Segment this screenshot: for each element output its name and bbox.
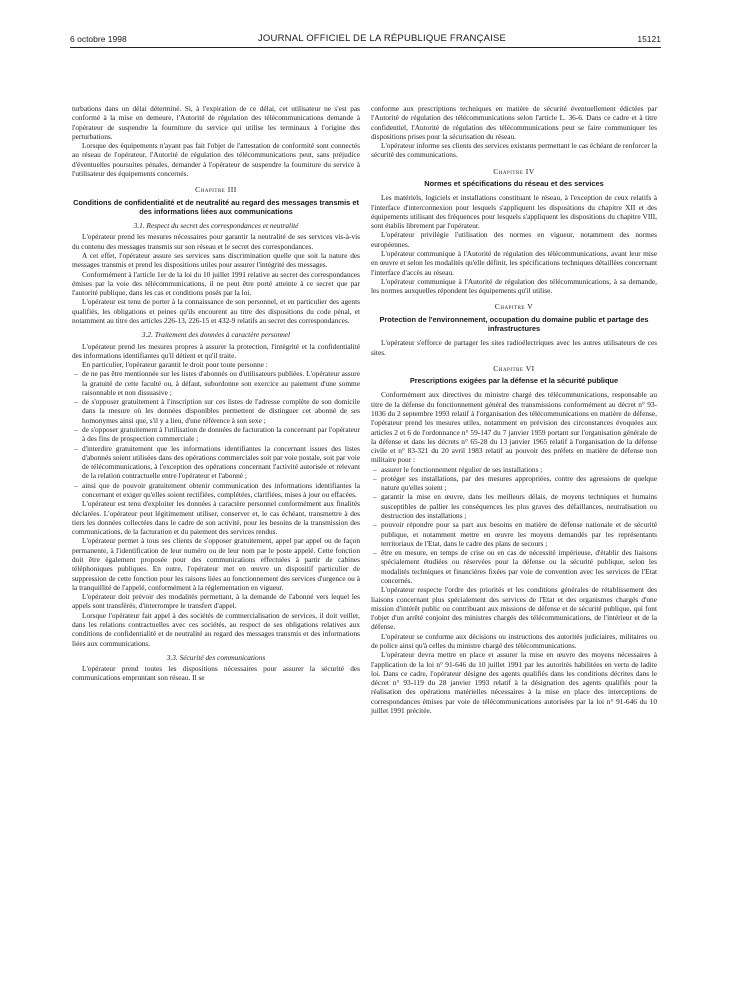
paragraph: L'opérateur prend toutes les dispositions nécessaires pour assurer la sécurité des communications empruntant son réseau. Il se	[72, 664, 360, 683]
chapter-title: Protection de l'environnement, occupation du domaine public et partage des infrastructures	[379, 314, 649, 333]
paragraph: Conformément à l'article 1er de la loi du 10 juillet 1991 relative au secret des correspondances émises par la voie des télécommunications, il ne peut être porté atteinte à ce secret que par l'autorité publique, dans les cas et conditions posés par la loi.	[72, 269, 360, 298]
left-column	[72, 104, 360, 683]
chapter-heading: Chapitre IV	[493, 166, 535, 176]
list-item: – de ne pas être mentionnée sur les listes d'abonnés ou d'utilisateurs publiées. L'opérateur assure la gratuité de cette faculté ou, à défaut, subordonne son exercice au paiement d'une somme raisonnable et non dissuasive ;	[82, 369, 360, 397]
list-item: – garantir la mise en œuvre, dans les meilleurs délais, de moyens techniques et humains susceptibles de pallier les conséquences les plus graves des défaillances, neutralisation ou destruction des installations ;	[381, 492, 657, 520]
right-column	[371, 104, 657, 715]
paragraph: L'opérateur communique à l'Autorité de régulation des télécommunications, avant leur mise en œuvre et selon les modalités qu'elle définit, les spécifications techniques détaillées concernant l'interface d'accès au réseau.	[371, 248, 657, 277]
paragraph: L'opérateur est tenu de porter à la connaissance de son personnel, et en particulier des agents qualifiés, les obligations et peines qu'ils encourent au titre des dispositions du code pénal, et notamment au titre des articles 226-13, 226-15 et 432-9 relatifs au secret des correspondances.	[72, 297, 360, 325]
chapter-heading: Chapitre VI	[493, 363, 535, 373]
chapter-title: Normes et spécifications du réseau et des services	[424, 178, 604, 188]
section-heading: 3.1. Respect du secret des correspondances et neutralité	[133, 221, 299, 231]
list-item: – de s'opposer gratuitement à l'utilisation de données de facturation la concernant par l'opérateur à des fins de prospection commerciale ;	[82, 425, 360, 444]
page-header	[70, 28, 661, 48]
list-item: – assurer le fonctionnement régulier de ses installations ;	[381, 465, 657, 474]
section-heading: 3.3. Sécurité des communications	[166, 652, 266, 662]
section-heading: 3.2. Traitement des données à caractère personnel	[141, 330, 291, 340]
rights-list	[72, 369, 360, 499]
paragraph: L'opérateur respecte l'ordre des priorités et les conditions générales de rétablissement des liaisons concernant plus spécialement des services de l'Etat et des organismes chargés d'une mission d'intérêt public ou contribuant aux missions de défense et de sécurité publique, qui font l'objet d'un arrêté conjoint des ministres chargés des télécommunications, de l'intérieur et de la défense.	[371, 585, 657, 632]
header-journal-title: JOURNAL OFFICIEL DE LA RÉPUBLIQUE FRANÇAISE	[257, 33, 507, 44]
header-page-number: 15121	[637, 34, 661, 44]
paragraph: Lorsque l'opérateur fait appel à des sociétés de commercialisation de services, il doit veiller, dans les relations contractuelles avec ces sociétés, au respect de ses obligations relatives aux conditions de confidentialité et de neutralité au regard des messages transmis et des informations liées aux communications.	[72, 610, 360, 648]
list-item: – d'interdire gratuitement que les informations identifiantes la concernant issues des listes d'abonnés soient utilisées dans des opérations commerciales soit par voie postale, soit par voie de télécommunications, à l'exception des opérations concernant l'activité autorisée et relevant de la relation contractuelle entre l'opérateur et l'abonné ;	[82, 444, 360, 481]
chapter-title: Conditions de confidentialité et de neutralité au regard des messages transmis et des informations liées aux communications	[73, 197, 359, 216]
list-item: – être en mesure, en temps de crise ou en cas de nécessité impérieuse, d'établir des liaisons spécialement étudiées ou réservées pour la défense ou la sécurité publique, selon les modalités techniques et financières fixées par voie de convention avec les services de l'Etat concernés.	[381, 548, 657, 585]
list-item: – protéger ses installations, par des mesures appropriées, contre des agressions de quelque nature qu'elles soient ;	[381, 474, 657, 493]
paragraph: Lorsque des équipements n'ayant pas fait l'objet de l'attestation de conformité sont connectés au réseau de l'opérateur, l'Autorité de régulation des télécommunications peut, sans préjudice d'éventuelles poursuites pénales, demander à l'opérateur de suspendre la fourniture du service à l'utilisateur des équipements concernés.	[72, 141, 360, 178]
paragraph: A cet effet, l'opérateur assure ses services sans discrimination quelle que soit la nature des messages transmis et prend les dispositions utiles pour assurer l'intégrité des messages.	[72, 250, 360, 270]
paragraph: L'opérateur prend les mesures propres à assurer la protection, l'intégrité et la confidentialité des informations identifiantes qu'il détient et qu'il traite.	[72, 341, 360, 360]
paragraph: L'opérateur informe ses clients des services existants permettant le cas échéant de renforcer la sécurité des communications.	[371, 141, 657, 160]
paragraph: L'opérateur privilégie l'utilisation des normes en vigueur, notamment des normes européennes.	[371, 230, 657, 249]
chapter-title: Prescriptions exigées par la défense et la sécurité publique	[409, 376, 619, 386]
paragraph: L'opérateur communique à l'Autorité de régulation des télécommunications, à sa demande, les normes auxquelles répondent les équipements qu'il utilise.	[371, 276, 657, 296]
paragraph: L'opérateur prend les mesures nécessaires pour garantir la neutralité de ses services vis-à-vis du contenu des messages transmis sur son réseau et le secret des correspondances.	[72, 232, 360, 251]
paragraph: En particulier, l'opérateur garantit le droit pour toute personne :	[82, 360, 268, 370]
paragraph: L'opérateur permet à tous ses clients de s'opposer gratuitement, appel par appel ou de façon permanente, à l'identification de leur numéro ou de leur nom par le poste appelé. Cette fonction doit être également proposée pour des communications effectuées à partir de cabines téléphoniques publiques. En outre, l'opérateur met en œuvre un dispositif particulier de suppression de cette fonction pour les raisons liées au fonctionnement des services d'urgence ou à la tranquillité de l'appelé, conformément à la réglementation en vigueur.	[72, 536, 360, 592]
paragraph: L'opérateur s'efforce de partager les sites radioélectriques avec les autres utilisateurs de ces sites.	[371, 338, 657, 357]
list-item: – ainsi que de pouvoir gratuitement obtenir communication des informations identifiantes la concernant et exiger qu'elles soient rectifiées, complétées, clarifiées, mises à jour ou effacées.	[82, 481, 360, 500]
list-item: – pouvoir répondre pour sa part aux besoins en matière de défense nationale et de sécurité publique, et notamment mettre en œuvre les moyens demandés par les représentants territoriaux de l'Etat, dans le cadre des plans de secours ;	[381, 520, 657, 548]
paragraph: Conformément aux directives du ministre chargé des télécommunications, responsable au titre de la défense du fonctionnement général des transmissions conformément au décret n° 93-1036 du 2 septembre 1993 relatif à l'organisation des télécommunications en matière de défense, l'opérateur prend les mesures utiles, notamment en prévision des circonstances évoquées aux articles 2 et 6 de l'ordonnance n° 59-147 du 7 janvier 1959 portant sur l'organisation générale de la défense et dans les décrets n° 65-28 du 13 janvier 1965 relatif à l'organisation de la défense civile et n° 83-321 du 20 avril 1983 relatif au pouvoir des préfets en matière de défense non militaire pour :	[371, 390, 657, 465]
chapter-heading: Chapitre V	[494, 302, 534, 312]
paragraph: L'opérateur doit prévoir des modalités permettant, à la demande de l'abonné vers lequel les appels sont transférés, d'interrompre le transfert d'appel.	[72, 592, 360, 611]
paragraph: conforme aux prescriptions techniques en matière de sécurité éventuellement édictées par l'Autorité de régulation des télécommunications selon l'article L. 36-6. Dans ce cadre et à titre confidentiel, l'Autorité de régulation des télécommunications peut se faire communiquer les dispositions prises pour la sécurisation du réseau.	[371, 104, 657, 141]
paragraph: turbations dans un délai déterminé. Si, à l'expiration de ce délai, cet utilisateur ne s'est pas conformé à la mise en demeure, l'Autorité de régulation des télécommunications demande à l'opérateur de suspendre la fourniture du service qui utilise les terminaux à l'origine des perturbations.	[72, 104, 360, 141]
defense-measures-list	[371, 465, 657, 586]
header-date: 6 octobre 1998	[70, 34, 127, 44]
paragraph: L'opérateur se conforme aux décisions ou instructions des autorités judiciaires, militaires ou de police ainsi qu'à celles du ministre chargé des télécommunications.	[371, 631, 657, 650]
paragraph: Les matériels, logiciels et installations constituant le réseau, à l'exception de ceux relatifs à l'interface d'interconnexion pour lesquels s'appliquent les dispositions du chapitre XII et des équipements utilisant des fréquences pour lesquels s'appliquent les dispositions du chapitre VIII, sont établis librement par l'opérateur.	[371, 193, 657, 231]
chapter-heading: Chapitre III	[195, 185, 237, 195]
paragraph: L'opérateur devra mettre en place et assurer la mise en œuvre des moyens nécessaires à l'application de la loi n° 91-646 du 10 juillet 1991 par les autorités habilitées en vertu de ladite loi. Dans ce cadre, l'opérateur désigne des agents qualifiés dans les conditions décrites dans le décret n° 93-119 du 28 janvier 1993 relatif à la désignation des agents qualifiés pour la réalisation des opérations matérielles nécessaires à la mise en place des interceptions de correspondances émises par voie de télécommunications autorisées par la loi n° 91-646 du 10 juillet 1991 précitée.	[371, 650, 657, 715]
list-item: – de s'opposer gratuitement à l'inscription sur ces listes de l'adresse complète de son domicile dans la mesure où les données disponibles permettent de distinguer cet abonné de ses homonymes ainsi que, s'il y a lieu, d'une référence à son sexe ;	[82, 397, 360, 425]
paragraph: L'opérateur est tenu d'exploiter les données à caractère personnel conformément aux finalités déclarées. L'opérateur peut légitimement utiliser, conserver et, le cas échéant, transmettre à des tiers les données collectées dans le cadre de son activité, pour les besoins de la transmission des communications, de la facturation et du paiement des services rendus.	[72, 499, 360, 537]
